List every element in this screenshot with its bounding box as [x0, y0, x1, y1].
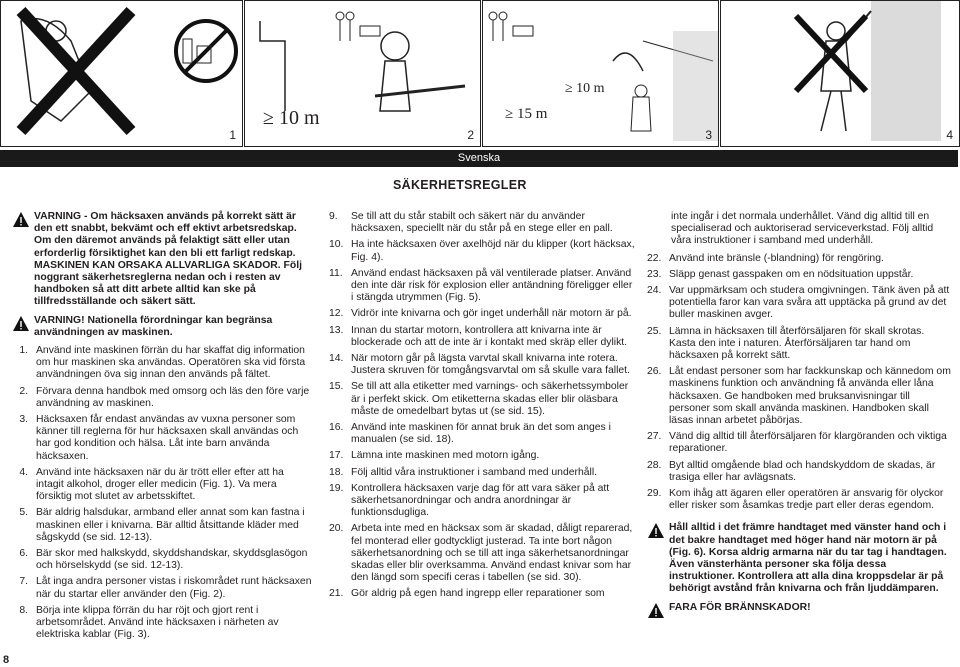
warning-block-1	[12, 211, 312, 309]
figure-1	[0, 0, 243, 147]
item-text: Lämna in häcksaxen till återförsäljaren för skall skrotas. Kasta den inte i naturen. Återförsäljaren tar hand om häcksaxen på korrekt sätt.	[669, 325, 925, 362]
column-1	[12, 211, 312, 646]
list-item	[329, 450, 637, 462]
warning-text: VARNING! Nationella förordningar kan begränsa användningen av maskinen.	[34, 314, 273, 338]
item-number: 28.	[647, 459, 662, 471]
item-text: Lämna inte maskinen med motorn igång.	[351, 450, 540, 462]
list-item	[647, 488, 952, 512]
list-item	[647, 431, 952, 455]
list-item	[12, 414, 312, 463]
item-text: Använd inte bränsle (-blandning) för rengöring.	[669, 252, 884, 264]
page-number: 8	[3, 654, 10, 666]
item-text: Kontrollera häcksaxen varje dag för att vara säker på att säkerhetsanordningar och andra anordningar är funktionsdugliga.	[351, 482, 610, 519]
column-2	[329, 211, 637, 605]
list-item	[329, 268, 637, 305]
list-item	[647, 269, 952, 281]
figure-3	[482, 0, 719, 147]
warning-text: Håll alltid i det främre handtaget med vänster hand och i det bakre handtaget med höger hand när motorn är på (Fig. 6). Korsa aldrig armarna när du tar tag i handtagen. Även vänsterhänta personer ska följa dessa instruktioner. Kontrollera att alla dina kroppsdelar är på behörigt avstånd från knivarna och från ljuddämparen.	[669, 522, 947, 595]
item-number: 1.	[19, 345, 28, 357]
list-item	[647, 285, 952, 322]
item-number: 22.	[647, 252, 662, 264]
item-number: 8.	[19, 604, 28, 616]
list-item	[329, 422, 637, 446]
item-number: 19.	[329, 482, 344, 494]
item-text: Häcksaxen får endast användas av vuxna personer som känner till reglerna för hur häcksaxen skall användas och har god kondition och hälsa. Låt inte barn använda häcksaxen.	[36, 414, 299, 462]
item-number: 18.	[329, 466, 344, 478]
item-text: Använd inte maskinen förrän du har skaffat dig information om hur maskinen ska användas. Operatören ska vid första användningen öva sig innan den används på fältet.	[36, 345, 306, 381]
item-number: 27.	[647, 431, 662, 443]
list-item	[329, 588, 637, 600]
item-number: 11.	[329, 267, 343, 279]
figure-2	[244, 0, 481, 147]
warning-block-2	[12, 315, 312, 339]
item-text: Var uppmärksam och studera omgivningen. Tänk även på att potentiella faror kan vara svåra att upptäcka på grund av det buller maskinen avger.	[669, 285, 950, 321]
item-text: Kom ihåg att ägaren eller operatören är ansvarig för olyckor eller risker som åsamkas tredje part eller deras egendom.	[669, 488, 944, 512]
column-3	[647, 211, 952, 626]
item-text: Bär aldrig halsdukar, armband eller annat som kan fastna i maskinen eller i knivarna. Bär alltid åtsittande kläder med sågskydd (se sid. 12-13).	[36, 507, 305, 543]
warning-block-4	[647, 602, 952, 620]
item-text: Låt inga andra personer vistas i riskområdet runt häcksaxen när du startar eller använder den (Fig. 2).	[36, 576, 312, 600]
item-text: Vänd dig alltid till återförsäljaren för klargöranden och viktiga reparationer.	[669, 431, 947, 455]
item-number: 23.	[647, 268, 662, 280]
item-number: 29.	[647, 488, 662, 500]
list-item	[12, 467, 312, 504]
list-item	[329, 308, 637, 320]
item-number: 20.	[329, 523, 344, 535]
item-text: När motorn går på lägsta varvtal skall knivarna inte rotera. Justera skruven för tomgångsvarvtal om så skulle vara fallet.	[351, 353, 630, 377]
list-item	[647, 366, 952, 427]
rule-list-3	[647, 253, 952, 513]
warning-text: VARNING - Om häcksaxen används på korrekt sätt är den ett snabbt, bekvämt och eff ektivt arbetsredskap. Om den däremot används på felaktigt sätt eller utan erforderlig försiktighet kan den bli ett farligt redskap. MASKINEN KAN ORSAKA ALLVARLIGA SKADOR. Följ noggrant säkerhetsreglerna nedan och i resten av handboken så att ditt arbete alltid kan ske på tillfredsställande och säkert sätt.	[34, 211, 303, 308]
item-number: 4.	[19, 466, 28, 478]
figure-number: 3	[705, 128, 712, 142]
figure-number: 2	[467, 128, 474, 142]
warning-icon	[647, 522, 669, 540]
item-number: 25.	[647, 325, 662, 337]
list-item	[12, 345, 312, 382]
rule-list-2	[329, 211, 637, 601]
item-number: 7.	[19, 576, 28, 588]
item-text: Se till att alla etiketter med varnings- och säkerhetssymboler är i perfekt skick. Om etiketterna skadas eller blir oläsbara måste de omedelbart bytas ut (se sid. 15).	[351, 381, 629, 417]
item-text: Släpp genast gasspaken om en nödsituation uppstår.	[669, 268, 914, 280]
rule-list-1	[12, 345, 312, 641]
item-text: Gör aldrig på egen hand ingrepp eller reparationer som	[351, 588, 605, 600]
warning-text: FARA FÖR BRÄNNSKADOR!	[669, 601, 811, 613]
item-text: Innan du startar motorn, kontrollera att knivarna inte är blockerade och att de inte är i kontakt med skräp eller dylikt.	[351, 324, 628, 348]
list-item	[329, 381, 637, 418]
item-number: 9.	[329, 211, 338, 222]
item-number: 10.	[329, 239, 344, 251]
continued-text: inte ingår i det normala underhållet. Vänd dig alltid till en specialiserad och auktoriserad serviceverkstad. Följ alltid våra instruktioner i samband med underhåll.	[671, 211, 934, 247]
figure-4	[720, 0, 960, 147]
item-number: 12.	[329, 308, 344, 320]
item-text: Se till att du står stabilt och säkert när du använder häcksaxen, speciellt när du står på en stege eller en pall.	[351, 211, 613, 235]
list-item	[647, 253, 952, 265]
item-number: 13.	[329, 324, 344, 336]
item-text: Följ alltid våra instruktioner i samband med underhåll.	[351, 466, 598, 478]
list-item	[329, 353, 637, 377]
item-number: 15.	[329, 381, 344, 393]
item-number: 16.	[329, 422, 344, 434]
fig4-illustration	[721, 1, 960, 147]
list-item	[647, 326, 952, 363]
item-number: 2.	[19, 385, 28, 397]
list-item	[12, 386, 312, 410]
item-text: Använd inte maskinen för annat bruk än det som anges i manualen (se sid. 18).	[351, 422, 611, 446]
item-number: 24.	[647, 285, 662, 297]
fig3-distance-10: ≥ 10 m	[565, 81, 605, 96]
item-number: 21.	[329, 588, 344, 600]
page-title: SÄKERHETSREGLER	[393, 178, 527, 192]
warning-icon	[647, 602, 669, 620]
figure-number: 1	[229, 128, 236, 142]
item-text: Byt alltid omgående blad och handskyddom de skadas, är trasiga eller har avlägsnats.	[669, 459, 936, 483]
list-item	[329, 483, 637, 520]
fig3-distance-15: ≥ 15 m	[505, 106, 548, 122]
list-item	[329, 239, 637, 263]
item-number: 17.	[329, 450, 344, 462]
language-banner: Svenska	[0, 150, 958, 167]
item-number: 14.	[329, 353, 344, 365]
warning-block-3	[647, 522, 952, 595]
fig3-illustration	[483, 1, 719, 147]
list-item	[329, 211, 637, 235]
item-text: Använd endast häcksaxen på väl ventilerade platser. Använd den inte där risk för explosion eller antändning föreligger eller i stängda utrymmen (Fig. 5).	[351, 267, 633, 304]
list-item	[12, 507, 312, 544]
item-text: Bär skor med halkskydd, skyddshandskar, skyddsglasögon och hörselskydd (se sid. 12-13).	[36, 548, 308, 572]
list-item	[329, 325, 637, 349]
list-item	[12, 548, 312, 572]
warning-icon	[12, 315, 34, 333]
item-number: 3.	[19, 414, 28, 426]
list-item	[329, 467, 637, 479]
list-item	[329, 523, 637, 584]
item-text: Låt endast personer som har fackkunskap och kännedom om maskinens funktion och användning få använda eller låna häcksaxen. Ge handboken med bruksanvisningar till personer som skall använda maskinen. Handboken skall läsas innan arbetet påbörjas.	[669, 366, 951, 427]
item-text: Vidrör inte knivarna och gör inget underhåll när motorn är på.	[351, 308, 632, 320]
fig2-distance: ≥ 10 m	[263, 107, 320, 129]
list-item	[12, 576, 312, 600]
figure-number: 4	[946, 128, 953, 142]
list-item	[647, 460, 952, 484]
item-number: 26.	[647, 366, 662, 378]
item-text: Ha inte häcksaxen över axelhöjd när du klipper (kort häcksax, Fig. 4).	[351, 239, 635, 263]
fig1-illustration	[1, 1, 243, 147]
warning-icon	[12, 211, 34, 229]
list-item	[12, 605, 312, 642]
item-text: Börja inte klippa förrän du har röjt och gjort rent i arbetsområdet. Använd inte häcksaxen i närheten av elektriska kablar (Fig. 3).	[36, 604, 279, 641]
item-number: 5.	[19, 507, 28, 519]
item-text: Arbeta inte med en häcksax som är skadad, dåligt reparerad, fel monterad eller godtyckligt justerad. Ta inte bort någon säkerhetsanordning och se till att inga säkerhetsanordningar skadas eller blir overksamma. Använd endast knivar som har den längd som specifi ceras i tabellen (se sid. 30).	[351, 523, 633, 584]
item-number: 6.	[19, 548, 28, 560]
item-text: Förvara denna handbok med omsorg och läs den före varje användning av maskinen.	[36, 385, 310, 409]
item-text: Använd inte häcksaxen när du är trött eller efter att ha intagit alkohol, droger eller medicin (Fig. 1). Va mera försiktig mot slutet av arbetsskiftet.	[36, 466, 284, 503]
